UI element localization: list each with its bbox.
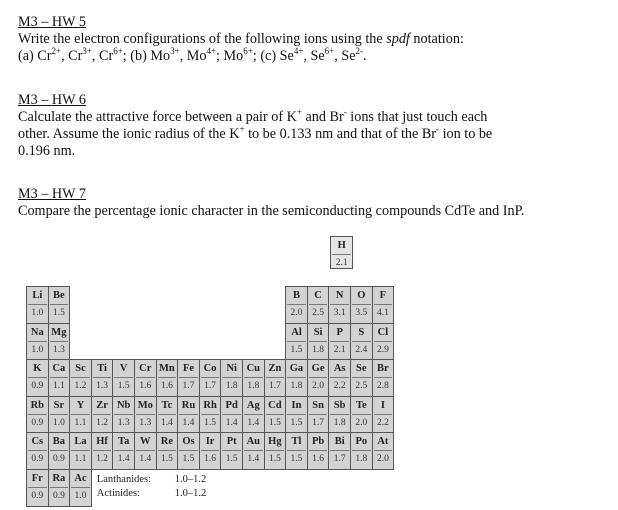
element-cell-p (328, 323, 351, 361)
element-cell-mg (48, 323, 71, 361)
element-cell-ru (177, 396, 200, 434)
element-cell-os (177, 432, 200, 470)
lanthanides-label: Lanthanides: (96, 474, 152, 485)
hw5-ion-charge: 6+ (113, 46, 123, 56)
hw5-intro-end: notation: (409, 31, 464, 47)
hw5-ion-text: ; (c) Se (252, 48, 294, 64)
element-cell-s (350, 323, 373, 361)
hw6-l2-sup2: - (436, 124, 440, 134)
hw6-l1-sup1: + (296, 107, 302, 117)
electronegativity-value: 1.7 (179, 377, 198, 393)
element-symbol: Ir (205, 436, 215, 448)
element-symbol: Pb (311, 436, 325, 448)
electronegativity-value: 1.4 (222, 414, 241, 430)
element-symbol: Au (246, 436, 261, 448)
electronegativity-value: 1.0 (28, 304, 47, 320)
hw5-intro-italic: spdf (386, 31, 410, 47)
element-symbol: Ca (52, 363, 66, 375)
element-cell-i (372, 396, 395, 434)
element-cell-cd (264, 396, 287, 434)
element-symbol: Al (291, 326, 302, 338)
hw6-l2-sup1: + (239, 124, 245, 134)
lanthanides-line (97, 473, 227, 487)
hw6-l2c: ion to be (439, 126, 493, 142)
electronegativity-value: 1.7 (266, 377, 285, 393)
electronegativity-value: 1.8 (309, 341, 328, 357)
electronegativity-value: 1.5 (287, 450, 306, 466)
element-cell-sn (307, 396, 330, 434)
element-cell-cs (26, 432, 49, 470)
element-cell-o (350, 286, 373, 324)
electronegativity-value: 1.1 (50, 377, 69, 393)
hw6-l1-sup2: - (343, 107, 347, 117)
element-symbol: Li (32, 290, 43, 301)
element-symbol: Cu (246, 363, 261, 375)
element-symbol: Zn (268, 363, 282, 375)
element-cell-rh (199, 396, 222, 434)
hw7-text: Compare the percentage ionic character in the semiconducting compounds CdTe and InP. (18, 203, 525, 219)
electronegativity-value: 3.1 (330, 304, 349, 320)
element-symbol: Y (76, 399, 85, 411)
element-symbol: Sn (312, 399, 324, 411)
electronegativity-value: 2.0 (309, 377, 328, 393)
hw5-ion-text: ; Mo (216, 48, 244, 64)
electronegativity-value: 2.0 (374, 450, 393, 466)
element-cell-v (112, 359, 135, 397)
element-cell-n (328, 286, 351, 324)
actinides-value: 1.0–1.2 (174, 488, 207, 499)
element-symbol: P (336, 326, 343, 338)
electronegativity-value: 1.1 (71, 450, 90, 466)
electronegativity-value: 2.5 (309, 304, 328, 320)
element-cell-li (26, 286, 49, 324)
hw5-ion-charge: 6+ (324, 46, 335, 56)
element-symbol: Cd (268, 399, 282, 411)
element-cell-zr (91, 396, 114, 434)
electronegativity-value: 0.9 (50, 487, 69, 503)
electronegativity-value: 1.8 (330, 414, 349, 430)
hw6-title: M3 – HW 6 (18, 92, 86, 108)
element-cell-hf (91, 432, 114, 470)
element-symbol: Ge (311, 363, 325, 375)
element-cell-c (307, 286, 330, 324)
hw5-ion-text: . (363, 48, 367, 64)
hw5-ion-charge: 2- (355, 46, 364, 56)
hw5-ion-charge: 4+ (293, 46, 304, 56)
element-cell-po (350, 432, 373, 470)
actinides-label: Actinides: (96, 488, 140, 499)
element-cell-ta (112, 432, 135, 470)
element-symbol: Ru (181, 399, 196, 411)
lanthanides-value: 1.0–1.2 (174, 474, 207, 485)
electronegativity-value: 2.1 (330, 341, 349, 357)
element-symbol: K (33, 363, 42, 375)
element-symbol: Ra (52, 473, 66, 484)
electronegativity-value: 1.4 (244, 414, 263, 430)
electronegativity-value: 1.7 (309, 414, 328, 430)
element-cell-zn (264, 359, 287, 397)
hw5-ion-charge: 3+ (170, 46, 180, 56)
element-symbol: Cl (377, 326, 389, 338)
electronegativity-value: 0.9 (28, 487, 47, 503)
element-symbol: F (379, 290, 387, 301)
hw5-ion-text: , Se (334, 48, 356, 64)
lanthanides-actinides-note (97, 473, 227, 501)
electronegativity-value: 1.8 (352, 450, 371, 466)
element-cell-si (307, 323, 330, 361)
electronegativity-value: 1.5 (201, 414, 220, 430)
element-cell-sr (48, 396, 71, 434)
electronegativity-value: 0.9 (28, 414, 47, 430)
element-cell-cu (242, 359, 265, 397)
electronegativity-value: 2.4 (352, 341, 371, 357)
element-symbol: Po (355, 436, 368, 448)
hw5-ion-charge: 6+ (243, 46, 253, 56)
element-symbol: Se (356, 363, 367, 375)
electronegativity-value: 1.3 (93, 377, 112, 393)
element-symbol: Sr (53, 399, 65, 411)
element-cell-rb (26, 396, 49, 434)
element-cell-be (48, 286, 71, 324)
electronegativity-value: 1.5 (158, 450, 177, 466)
hw5-ion-text: , Mo (179, 48, 207, 64)
element-symbol: V (119, 363, 128, 375)
element-cell-tl (285, 432, 308, 470)
electronegativity-value: 0.9 (28, 450, 47, 466)
element-cell-mn (156, 359, 179, 397)
electronegativity-value: 1.8 (287, 377, 306, 393)
element-symbol: Fe (182, 363, 195, 375)
element-cell-bi (328, 432, 351, 470)
element-symbol: Cs (31, 436, 44, 448)
hw5-ion-text: , Cr (91, 48, 114, 64)
electronegativity-value: 1.5 (114, 377, 133, 393)
element-cell-au (242, 432, 265, 470)
element-cell-in (285, 396, 308, 434)
element-cell-la (69, 432, 92, 470)
element-symbol: Ta (118, 436, 130, 448)
element-symbol: Mo (137, 399, 153, 411)
element-symbol: Ag (246, 399, 260, 411)
element-symbol: Ti (97, 363, 107, 375)
element-cell-te (350, 396, 373, 434)
electronegativity-value: 2.9 (374, 341, 393, 357)
hw6-l1a: Calculate the attractive force between a pair of K (18, 109, 297, 125)
element-cell-ra (48, 469, 71, 507)
element-cell-h (330, 236, 353, 269)
electronegativity-value: 1.6 (136, 377, 155, 393)
hw7-title: M3 – HW 7 (18, 186, 86, 202)
element-cell-sc (69, 359, 92, 397)
element-cell-nb (112, 396, 135, 434)
element-cell-tc (156, 396, 179, 434)
electronegativity-value: 1.5 (266, 450, 285, 466)
element-cell-b (285, 286, 308, 324)
electronegativity-value: 1.6 (158, 377, 177, 393)
element-cell-w (134, 432, 157, 470)
electronegativity-value: 1.4 (179, 414, 198, 430)
element-symbol: Nb (116, 399, 131, 411)
electronegativity-value: 2.8 (374, 377, 393, 393)
element-cell-as (328, 359, 351, 397)
electronegativity-value: 3.5 (352, 304, 371, 320)
element-cell-mo (134, 396, 157, 434)
electronegativity-value: 1.4 (136, 450, 155, 466)
electronegativity-value: 2.2 (330, 377, 349, 393)
hw5-ion-text: , Se (303, 48, 325, 64)
element-symbol: At (377, 436, 389, 448)
hw6-l1c: ions that just touch each (346, 109, 488, 125)
element-cell-f (372, 286, 395, 324)
hw5-ion-text: ; (b) Mo (122, 48, 171, 64)
element-cell-pt (220, 432, 243, 470)
element-symbol: Ga (289, 363, 304, 375)
element-symbol: Si (313, 326, 323, 338)
electronegativity-value: 1.7 (330, 450, 349, 466)
electronegativity-value: 1.6 (309, 450, 328, 466)
electronegativity-value: 0.9 (28, 377, 47, 393)
element-cell-br (372, 359, 395, 397)
element-symbol: Pd (225, 399, 238, 411)
element-symbol: I (380, 399, 385, 411)
electronegativity-value: 0.9 (50, 450, 69, 466)
electronegativity-value: 1.4 (114, 450, 133, 466)
element-symbol: W (140, 436, 151, 448)
element-cell-na (26, 323, 49, 361)
element-symbol: Cr (139, 363, 152, 375)
electronegativity-value: 2.2 (374, 414, 393, 430)
electronegativity-value: 2.0 (287, 304, 306, 320)
element-symbol: Ni (226, 363, 237, 375)
electronegativity-value: 1.4 (244, 450, 263, 466)
element-symbol: Pt (226, 436, 237, 448)
element-symbol: Bi (334, 436, 345, 448)
element-symbol: Ac (74, 473, 87, 484)
electronegativity-value: 1.5 (50, 304, 69, 320)
electronegativity-value: 1.0 (28, 341, 47, 357)
element-cell-ti (91, 359, 114, 397)
electronegativity-value: 1.0 (71, 487, 90, 503)
element-cell-fe (177, 359, 200, 397)
electronegativity-value: 1.2 (71, 377, 90, 393)
element-symbol: Ba (52, 436, 66, 448)
element-symbol: S (358, 326, 365, 338)
element-symbol: Be (53, 290, 65, 301)
electronegativity-value: 1.8 (222, 377, 241, 393)
electronegativity-value: 1.5 (287, 414, 306, 430)
element-symbol: N (335, 290, 344, 301)
electronegativity-value: 1.5 (266, 414, 285, 430)
hw5-ion-charge: 2+ (51, 46, 62, 56)
element-symbol: Br (377, 363, 389, 375)
element-symbol: C (314, 290, 322, 301)
hw5-ion-text: , Cr (61, 48, 83, 64)
element-symbol: In (291, 399, 302, 411)
element-cell-ir (199, 432, 222, 470)
electronegativity-value: 2.1 (332, 254, 351, 270)
element-symbol: H (337, 240, 346, 251)
element-cell-se (350, 359, 373, 397)
electronegativity-value: 1.0 (50, 414, 69, 430)
electronegativity-value: 1.1 (71, 414, 90, 430)
element-cell-cr (134, 359, 157, 397)
electronegativity-value: 2.0 (352, 414, 371, 430)
electronegativity-value: 2.5 (352, 377, 371, 393)
element-cell-sb (328, 396, 351, 434)
hw5-intro-text: Write the electron configurations of the following ions using the (18, 31, 387, 47)
element-symbol: Hg (268, 436, 282, 448)
element-symbol: Rh (203, 399, 217, 411)
electronegativity-value: 1.5 (222, 450, 241, 466)
electronegativity-value: 1.2 (93, 414, 112, 430)
electronegativity-value: 1.3 (50, 341, 69, 357)
element-symbol: Zr (96, 399, 108, 411)
element-cell-al (285, 323, 308, 361)
element-symbol: Hf (96, 436, 108, 448)
electronegativity-value: 1.5 (287, 341, 306, 357)
electronegativity-value: 1.7 (201, 377, 220, 393)
element-symbol: Sb (333, 399, 346, 411)
hw5-ion-charge: 3+ (82, 46, 92, 56)
element-cell-ga (285, 359, 308, 397)
element-cell-pb (307, 432, 330, 470)
element-cell-co (199, 359, 222, 397)
element-cell-re (156, 432, 179, 470)
electronegativity-value: 1.6 (201, 450, 220, 466)
element-symbol: Na (30, 326, 44, 338)
hw5-ion-text: (a) Cr (18, 48, 52, 64)
element-symbol: O (357, 290, 366, 301)
element-cell-ca (48, 359, 71, 397)
element-cell-cl (372, 323, 395, 361)
element-symbol: Re (160, 436, 174, 448)
element-symbol: La (74, 436, 87, 448)
element-cell-hg (264, 432, 287, 470)
actinides-line (97, 487, 227, 501)
element-symbol: Co (203, 363, 217, 375)
hw6-l2a: other. Assume the ionic radius of the K (18, 126, 240, 142)
element-symbol: Tl (291, 436, 302, 448)
electronegativity-value: 1.3 (114, 414, 133, 430)
element-symbol: Os (182, 436, 195, 448)
element-cell-ac (69, 469, 92, 507)
hw5-title: M3 – HW 5 (18, 14, 86, 30)
element-symbol: Mg (51, 326, 67, 338)
element-symbol: Tc (161, 399, 173, 411)
hw6-l2b: to be 0.133 nm and that of the Br (244, 126, 437, 142)
electronegativity-value: 1.2 (93, 450, 112, 466)
electronegativity-value: 1.8 (244, 377, 263, 393)
element-symbol: Te (355, 399, 367, 411)
hw5-ion-charge: 4+ (206, 46, 217, 56)
element-cell-ge (307, 359, 330, 397)
electronegativity-value: 4.1 (374, 304, 393, 320)
element-symbol: Sc (75, 363, 86, 375)
hw6-l1b: and Br (301, 109, 344, 125)
element-symbol: B (292, 290, 300, 301)
element-cell-ni (220, 359, 243, 397)
element-cell-pd (220, 396, 243, 434)
element-cell-fr (26, 469, 49, 507)
electronegativity-value: 1.4 (158, 414, 177, 430)
element-symbol: Fr (31, 473, 43, 484)
element-cell-y (69, 396, 92, 434)
element-symbol: As (333, 363, 346, 375)
hw6-line-3: 0.196 nm. (18, 143, 76, 159)
element-symbol: Rb (30, 399, 45, 411)
electronegativity-value: 1.5 (179, 450, 198, 466)
element-cell-ag (242, 396, 265, 434)
element-cell-ba (48, 432, 71, 470)
electronegativity-value: 1.3 (136, 414, 155, 430)
element-symbol: Mn (159, 363, 175, 375)
element-cell-k (26, 359, 49, 397)
element-cell-at (372, 432, 395, 470)
